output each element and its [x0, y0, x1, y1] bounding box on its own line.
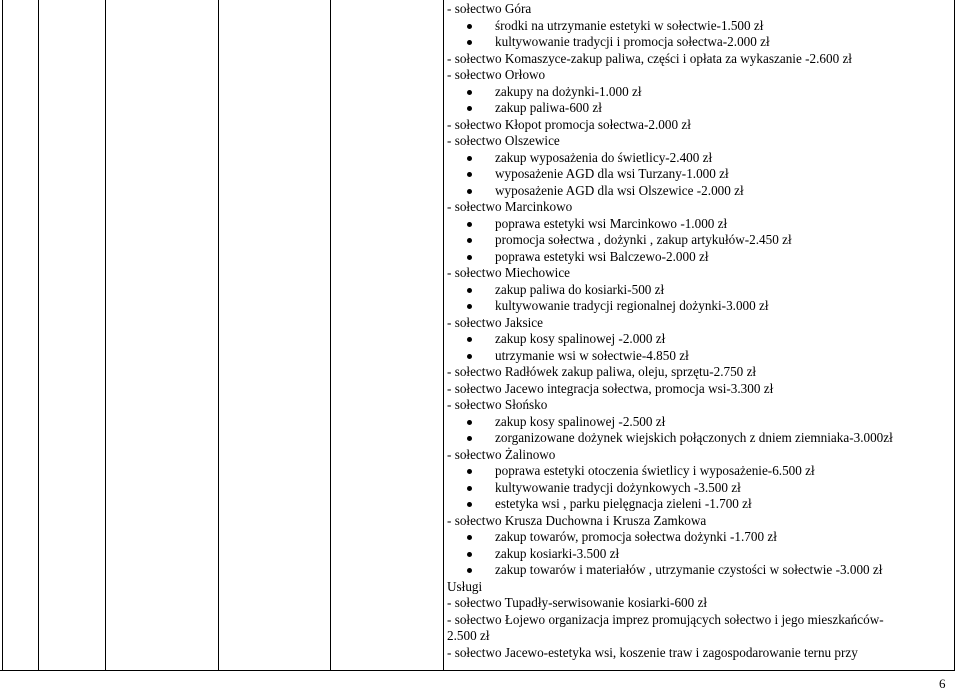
line-item [447, 315, 952, 332]
bullet-icon [467, 354, 472, 359]
bullet-icon [467, 156, 472, 161]
line-text: poprawa estetyki wsi Balczewo-2.000 zł [495, 248, 709, 264]
line-text: - sołectwo Kłopot promocja sołectwa-2.000 zł [447, 116, 691, 132]
line-text: zakup kosy spalinowej -2.500 zł [495, 413, 666, 429]
bullet-item [447, 496, 952, 513]
line-text: - sołectwo Olszewice [447, 133, 560, 148]
bullet-icon [467, 106, 472, 111]
table-column-divider [330, 0, 331, 671]
line-text: zakup kosy spalinowej -2.000 zł [495, 331, 666, 346]
line-text: wyposażenie AGD dla wsi Olszewice -2.000 zł [495, 182, 744, 198]
bullet-icon [467, 172, 472, 177]
line-item [447, 133, 952, 150]
page-number: 6 [939, 676, 946, 691]
line-text: promocja sołectwa , dożynki , zakup artykułów-2.450 zł [495, 232, 792, 247]
bullet-icon [467, 535, 472, 540]
line-item [447, 67, 952, 84]
line-text: poprawa estetyki wsi Marcinkowo -1.000 zł [495, 215, 728, 231]
line-text: - sołectwo Tupadły-serwisowanie kosiarki-600 zł [447, 595, 708, 610]
bullet-icon [467, 238, 472, 243]
bullet-item [447, 348, 952, 365]
line-text: - sołectwo Komaszyce-zakup paliwa, części i opłata za wykaszanie -2.600 zł [447, 50, 852, 66]
line-text: Usługi [447, 578, 483, 594]
bullet-item [447, 529, 952, 546]
line-text: środki na utrzymanie estetyki w sołectwie-1.500 zł [495, 17, 764, 33]
bullet-item [447, 216, 952, 233]
bullet-item [447, 414, 952, 431]
bullet-item [447, 232, 952, 249]
line-text: zakupy na dożynki-1.000 zł [495, 83, 642, 99]
line-text: - sołectwo Żalinowo [447, 446, 556, 462]
bullet-item [447, 562, 952, 579]
line-item [447, 381, 952, 398]
line-text: - sołectwo Jaksice [447, 314, 543, 330]
bullet-icon [467, 40, 472, 45]
bullet-icon [467, 288, 472, 293]
line-text: - sołectwo Jacewo-estetyka wsi, koszenie traw i zagospodarowanie ternu przy [447, 644, 858, 660]
bullet-item [447, 183, 952, 200]
bullet-icon [467, 552, 472, 557]
bullet-item [447, 34, 952, 51]
bullet-icon [467, 222, 472, 227]
bullet-icon [467, 189, 472, 194]
line-text: - sołectwo Radłówek zakup paliwa, oleju, sprzętu-2.750 zł [447, 364, 757, 379]
bullet-icon [467, 568, 472, 573]
table-border-bottom [0, 670, 955, 671]
bullet-icon [467, 502, 472, 507]
line-item [447, 117, 952, 134]
table-border-right [954, 0, 955, 671]
bullet-item [447, 282, 952, 299]
table-border-left [2, 0, 3, 671]
bullet-icon [467, 337, 472, 342]
line-text: - sołectwo Słońsko [447, 397, 548, 412]
bullet-item [447, 331, 952, 348]
table-column-divider [38, 0, 39, 671]
line-text: - sołectwo Góra [447, 1, 532, 16]
table-column-divider [105, 0, 106, 671]
line-item [447, 364, 952, 381]
line-text: kultywowanie tradycji i promocja sołectwa-2.000 zł [495, 34, 770, 49]
line-item [447, 612, 952, 629]
bullet-item [447, 480, 952, 497]
bullet-icon [467, 304, 472, 309]
line-item [447, 595, 952, 612]
bullet-item [447, 166, 952, 183]
bullet-item [447, 84, 952, 101]
line-text: estetyka wsi , parku pielęgnacja zieleni -1.700 zł [495, 496, 752, 511]
line-text: zakup paliwa do kosiarki-500 zł [495, 281, 665, 297]
line-item [447, 579, 952, 596]
line-item [447, 645, 952, 662]
line-text: - sołectwo Łojewo organizacja imprez promujących sołectwo i jego mieszkańców- [447, 611, 884, 627]
task-description-cell [447, 1, 952, 661]
bullet-item [447, 430, 952, 447]
line-item [447, 628, 952, 645]
line-item [447, 397, 952, 414]
bullet-item [447, 546, 952, 563]
line-text: - sołectwo Krusza Duchowna i Krusza Zamkowa [447, 512, 707, 528]
line-text: kultywowanie tradycji dożynkowych -3.500 zł [495, 479, 741, 495]
line-text: poprawa estetyki otoczenia świetlicy i wyposażenie-6.500 zł [495, 463, 815, 478]
bullet-item [447, 249, 952, 266]
line-text: - sołectwo Orłowo [447, 67, 546, 82]
line-text: - sołectwo Jacewo integracja sołectwa, promocja wsi-3.300 zł [447, 380, 774, 396]
line-item [447, 447, 952, 464]
bullet-icon [467, 90, 472, 95]
line-item [447, 265, 952, 282]
bullet-icon [467, 486, 472, 491]
line-text: utrzymanie wsi w sołectwie-4.850 zł [495, 347, 689, 363]
bullet-item [447, 150, 952, 167]
line-text: zakup towarów, promocja sołectwa dożynki -1.700 zł [495, 529, 777, 544]
line-item [447, 513, 952, 530]
line-text: zakup paliwa-600 zł [495, 100, 602, 115]
bullet-item [447, 298, 952, 315]
line-text: - sołectwo Miechowice [447, 265, 571, 280]
bullet-item [447, 100, 952, 117]
line-item [447, 51, 952, 68]
bullet-icon [467, 436, 472, 441]
line-text: zakup wyposażenia do świetlicy-2.400 zł [495, 149, 713, 165]
line-text: kultywowanie tradycji regionalnej dożynki-3.000 zł [495, 298, 769, 313]
table-column-divider [218, 0, 219, 671]
bullet-icon [467, 255, 472, 260]
line-text: wyposażenie AGD dla wsi Turzany-1.000 zł [495, 166, 729, 181]
line-text: 2.500 zł [447, 628, 490, 643]
bullet-item [447, 463, 952, 480]
bullet-icon [467, 420, 472, 425]
line-item [447, 199, 952, 216]
line-text: zorganizowane dożynek wiejskich połączonych z dniem ziemniaka-3.000zł [495, 430, 893, 445]
table-column-divider [443, 0, 444, 671]
line-item [447, 1, 952, 18]
bullet-icon [467, 24, 472, 29]
line-text: zakup kosiarki-3.500 zł [495, 545, 620, 561]
line-text: zakup towarów i materiałów , utrzymanie czystości w sołectwie -3.000 zł [495, 562, 883, 577]
bullet-item [447, 18, 952, 35]
bullet-icon [467, 469, 472, 474]
line-text: - sołectwo Marcinkowo [447, 199, 573, 214]
